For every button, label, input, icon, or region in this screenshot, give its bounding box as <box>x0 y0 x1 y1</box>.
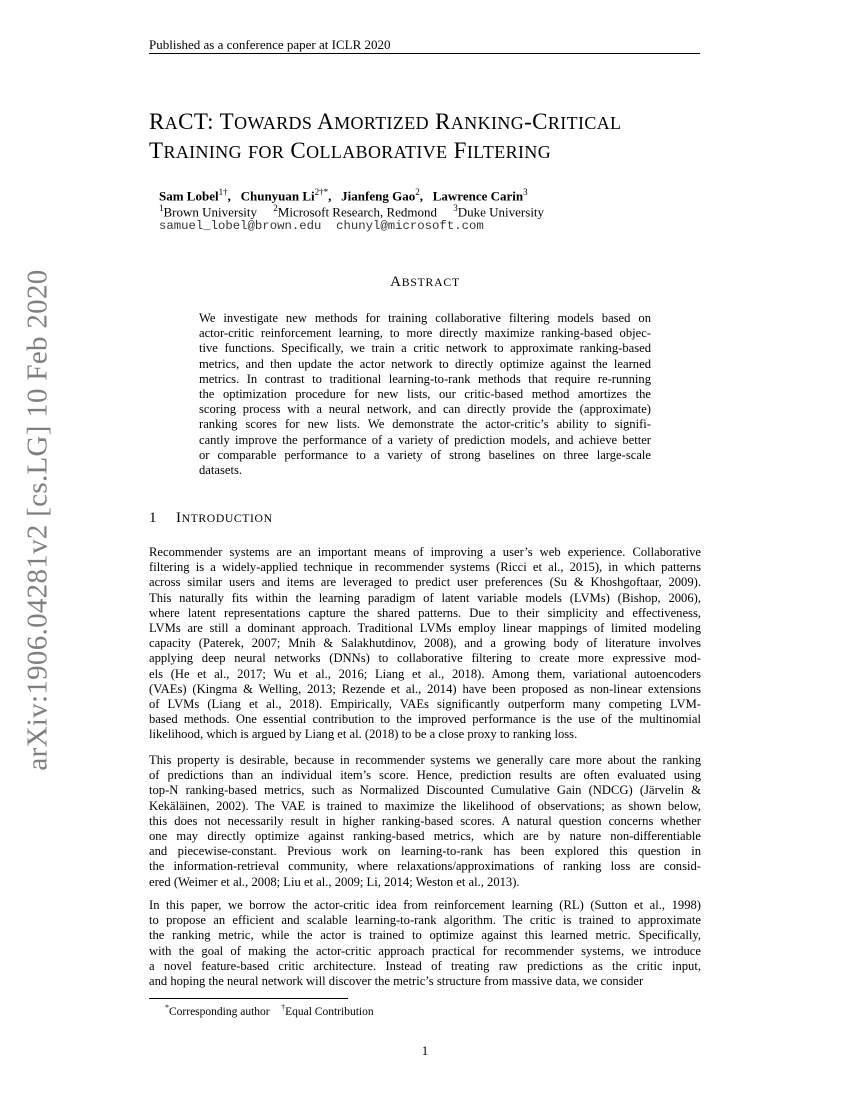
affiliation-mark: 3 <box>453 203 458 213</box>
title-line-1: RACT: TOWARDS AMORTIZED RANKING-CRITICAL <box>149 109 622 134</box>
text-line: LVMs are still a dominant approach. Traditional LVMs employ linear mappings of limited modeling <box>149 621 701 636</box>
header-rule <box>149 53 700 54</box>
section-number: 1 <box>149 510 158 526</box>
text-line: top-N ranking-based metrics, such as Normalized Discounted Cumulative Gain (NDCG) (Järvelin & <box>149 783 701 798</box>
affiliation: Microsoft Research, Redmond <box>277 204 437 220</box>
text-line: In this paper, we borrow the actor-critic idea from reinforcement learning (RL) (Sutton et al., 1998) <box>149 898 701 912</box>
text-line: metrics, and then update the actor network to directly optimize against the learned <box>199 356 651 371</box>
text-line: this does not necessarily result in higher ranking-based scores. A natural question concerns whether <box>149 813 701 828</box>
affiliation-mark: 1 <box>159 203 164 213</box>
footnote-text: Corresponding author <box>169 1005 270 1018</box>
footnote-rule <box>149 998 348 999</box>
email-list <box>159 219 484 233</box>
author-name: Chunyuan Li <box>240 188 315 204</box>
abstract-body <box>199 311 651 478</box>
author-mark: 2†* <box>314 187 329 197</box>
text-line: the information-retrieval community, where relaxations/approximations of ranking loss are consid- <box>149 859 701 874</box>
text-line: the ranking metric, while the actor is trained to optimize against this learned metric. Specifically, <box>149 928 701 943</box>
section-title: INTRODUCTION <box>176 510 273 526</box>
body-paragraph <box>149 545 701 743</box>
text-line: and hoping the neural network will discover the metric’s structure from massive data, we consider <box>149 974 644 989</box>
text-line: of LVMs (Liang et al., 2018). Empirically, VAEs significantly outperform many competing LVM- <box>149 697 701 712</box>
body-paragraph <box>149 753 701 890</box>
running-header: Published as a conference paper at ICLR 2020 <box>149 37 391 52</box>
text-line: or comparable performance to a variety of strong baselines on three large-scale <box>199 447 651 462</box>
affiliation-mark: 2 <box>273 203 278 213</box>
text-line: datasets. <box>199 463 243 478</box>
text-line: to propose an efficient and scalable learning-to-rank algorithm. The critic is trained to approximate <box>149 913 701 928</box>
author-list: Sam Lobel$^{1\dagger}$, Chunyuan $Li^{2\dagger*}$, Jianfeng Gao$^2$, Lawrence Carin$^3$ <box>159 187 528 204</box>
author-name: Lawrence Carin <box>432 188 524 204</box>
affiliation-list <box>159 203 544 220</box>
text-line: applying deep neural networks (DNNs) to collaborative filtering to create more expressive mod- <box>149 651 701 666</box>
text-line: based methods. One essential contribution to the improved performance is the use of the multinomial <box>149 712 701 727</box>
text-line: This property is desirable, because in recommender systems we generally care more about the ranking <box>149 753 701 767</box>
text-line: scoring process with a neural network, and can directly provide the (approximate) <box>199 402 651 417</box>
author-mark: 1† <box>218 187 228 197</box>
page-number: 1 <box>421 1043 429 1058</box>
footnote-mark: † <box>281 1003 286 1012</box>
text-line: metrics. In contrast to traditional learning-to-rank methods that require re-running <box>199 371 651 386</box>
text-line: across similar users and items are leveraged to predict user preferences (Su & Khoshgoftaar, 2009). <box>149 575 701 590</box>
author-name: Sam Lobel <box>159 188 219 204</box>
affiliation: Duke University <box>457 204 545 220</box>
text-line: cantly improve the performance of a variety of prediction models, and achieve better <box>199 432 651 447</box>
footnote-mark: * <box>165 1003 169 1012</box>
text-line: (VAEs) (Kingma & Welling, 2013; Rezende et al., 2014) have been proposed as non-linear extensions <box>149 681 701 696</box>
body-paragraph <box>149 898 701 989</box>
text-line: one may directly optimize against ranking-based metrics, which are by nature non-differentiable <box>149 829 701 844</box>
text-line: a novel feature-based critic architecture. Instead of treating raw predictions as the critic input, <box>149 958 701 973</box>
text-line: with the goal of making the actor-critic approach practical for recommender systems, we introduce <box>149 943 701 958</box>
text-line: els (He et al., 2017; Wu et al., 2016; Liang et al., 2018). Among them, variational autoencoders <box>149 666 701 681</box>
paper-title <box>149 108 621 166</box>
title-line-2: TRAINING FOR COLLABORATIVE FILTERING <box>149 138 552 163</box>
section-heading <box>149 510 273 527</box>
text-line: of predictions than an individual item’s score. Hence, prediction results are often evaluated using <box>149 768 701 783</box>
text-line: the optimization procedure for new lists, our critic-based method amortizes the <box>199 387 651 402</box>
text-line: Recommender systems are an important means of improving a user’s web experience. Collaborative <box>149 545 701 559</box>
text-line: likelihood, which is argued by Liang et al. (2018) to be a close proxy to ranking loss. <box>149 727 578 742</box>
text-line: capacity (Paterek, 2007; Mnih & Salakhutdinov, 2008), and a growing body of literature involves <box>149 636 701 651</box>
author-mark: 2 <box>415 187 420 197</box>
text-line: This naturally fits within the learning paradigm of latent variable models (LVMs) (Bishop, 2006), <box>149 590 701 605</box>
text-line: Kekäläinen, 2002). The VAE is trained to maximize the likelihood of observations; as shown below, <box>149 798 701 813</box>
author-mark: 3 <box>523 187 528 197</box>
footnote <box>165 1003 374 1018</box>
text-line: and piecewise-constant. Previous work on learning-to-rank has been explored this question in <box>149 844 701 859</box>
footnote-text: Equal Contribution <box>285 1005 374 1018</box>
text-line: ranking scores for new lists. We demonstrate the actor-critic’s ability to signifi- <box>199 417 651 432</box>
text-line: actor-critic reinforcement learning, to more directly maximize ranking-based objec- <box>199 326 651 341</box>
text-line: We investigate new methods for training collaborative filtering models based on <box>199 311 651 325</box>
abstract-heading: ABSTRACT <box>390 274 460 290</box>
text-line: ered (Weimer et al., 2008; Liu et al., 2009; Li, 2014; Weston et al., 2013). <box>149 874 520 889</box>
text-line: filtering is a widely-applied technique in recommender systems (Ricci et al., 2015), in which patterns <box>149 560 701 575</box>
email: samuel_lobel@brown.edu <box>159 219 322 233</box>
author-name: Jianfeng Gao <box>341 188 416 204</box>
email: chunyl@microsoft.com <box>336 219 484 233</box>
arxiv-id-text: arXiv:1906.04281v2 [cs.LG] 10 Feb 2020 <box>21 269 54 771</box>
text-line: tive functions. Specifically, we train a critic network to approximate ranking-based <box>199 341 651 356</box>
text-line: where latent representations capture the shared patterns. Due to their simplicity and effectiveness, <box>149 605 701 620</box>
affiliation: Brown University <box>163 204 258 220</box>
